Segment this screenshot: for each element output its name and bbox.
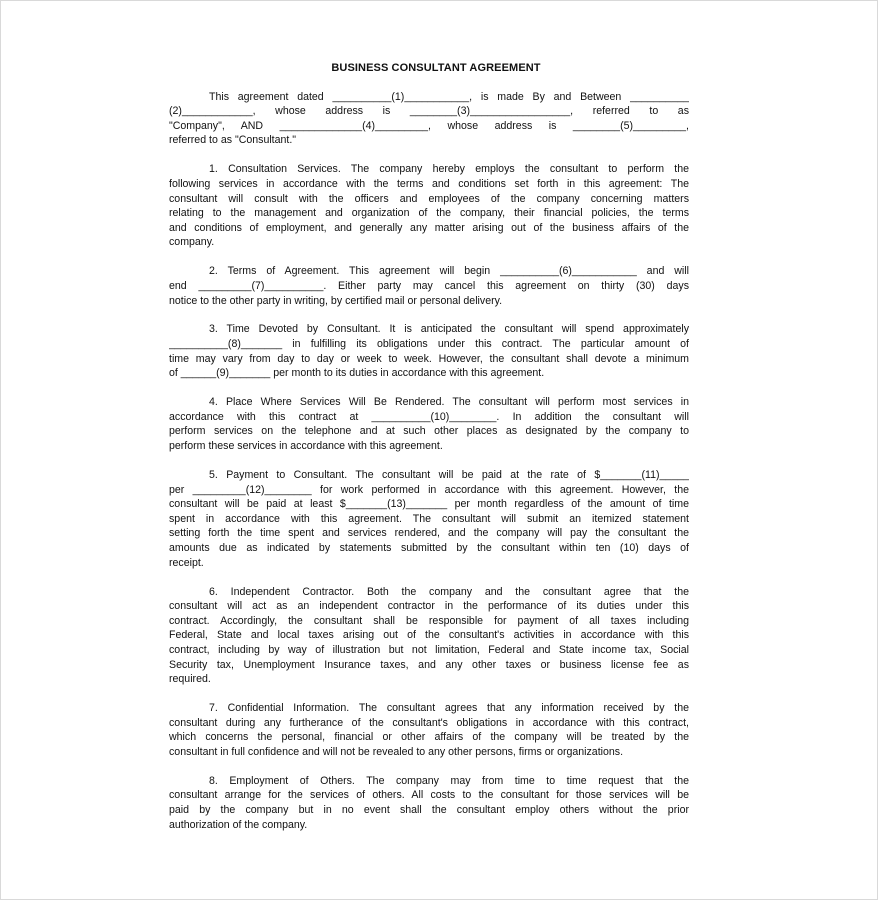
paragraph-line: which concerns the personal, financial or other affairs of the company will be treated by the xyxy=(169,731,689,744)
paragraph-line: 6. Independent Contractor. Both the company and the consultant agree that the xyxy=(209,585,689,598)
paragraph-line: 7. Confidential Information. The consultant agrees that any information received by the xyxy=(209,702,689,715)
paragraph-section-2 xyxy=(169,264,689,308)
paragraph-line: consultant in full confidence and will not be revealed to any other persons, firms or organizations. xyxy=(169,745,624,758)
paragraph-line: 1. Consultation Services. The company hereby employs the consultant to perform the xyxy=(209,163,689,176)
paragraph-line: accordance with this contract at __________(10)________. In addition the consultant will xyxy=(169,410,689,423)
paragraph-line: consultant will be paid at least $_______(13)_______ per month regardless of the amount of time xyxy=(169,498,689,511)
paragraph-line: amounts due as indicated by statements submitted by the consultant within ten (10) days of xyxy=(169,541,689,554)
paragraph-line: relating to the management and organization of the company, their financial policies, the terms xyxy=(169,207,689,220)
document-title: BUSINESS CONSULTANT AGREEMENT xyxy=(331,62,541,74)
paragraph-line: of ______(9)_______ per month to its duties in accordance with this agreement. xyxy=(169,367,545,380)
paragraph-line: "Company", AND ______________(4)_________, whose address is ________(5)_________, xyxy=(169,119,689,132)
paragraph-line: setting forth the time spent and services rendered, and the company will pay the consultant the xyxy=(169,527,689,540)
paragraph-line: consultant arrange for the services of others. All costs to the consultant for those services will be xyxy=(169,789,689,802)
paragraph-line: 2. Terms of Agreement. This agreement will begin __________(6)___________ and will xyxy=(209,265,689,278)
paragraph-line: Security tax, Unemployment Insurance taxes, and any other taxes or business license fee as xyxy=(169,658,689,671)
paragraph-line: notice to the other party in writing, by certified mail or personal delivery. xyxy=(169,294,503,307)
paragraph-preamble xyxy=(169,90,689,148)
paragraph-section-7 xyxy=(169,701,689,759)
paragraph-line: contract, including by way of illustration but not limitation, Federal and State income tax, Social xyxy=(169,643,689,656)
paragraph-line: and conditions of employment, and generally any matter arising out of the business affairs of the xyxy=(169,221,689,234)
paragraph-line: authorization of the company. xyxy=(169,818,308,831)
paragraph-line: (2)____________, whose address is ________(3)_________________, referred to as xyxy=(169,105,689,118)
paragraph-line: perform these services in accordance with this agreement. xyxy=(169,440,443,453)
paragraph-section-6 xyxy=(169,585,689,687)
paragraph-line: end _________(7)__________. Either party may cancel this agreement on thirty (30) days xyxy=(169,279,689,292)
paragraph-line: company. xyxy=(169,236,215,249)
paragraph-line: consultant will consult with the officers and employees of the company concerning matters xyxy=(169,192,689,205)
agreement-document xyxy=(169,61,689,832)
paragraph-section-1 xyxy=(169,162,689,250)
paragraph-line: time may vary from day to day or week to week. However, the consultant shall devote a minimum xyxy=(169,352,689,365)
paragraph-line: receipt. xyxy=(169,556,204,569)
paragraph-line: consultant will act as an independent contractor in the performance of its duties under this xyxy=(169,600,689,613)
paragraph-section-3 xyxy=(169,322,689,380)
document-body xyxy=(169,90,689,833)
paragraph-line: perform services on the telephone and at such other places as designated by the company to xyxy=(169,425,689,438)
paragraph-line: 5. Payment to Consultant. The consultant will be paid at the rate of $_______(11)_____ xyxy=(209,469,689,482)
paragraph-line: referred to as "Consultant." xyxy=(169,134,297,147)
paragraph-line: __________(8)_______ in fulfilling its obligations under this contract. The particular amount of xyxy=(169,338,689,351)
paragraph-line: 4. Place Where Services Will Be Rendered. The consultant will perform most services in xyxy=(209,396,689,409)
paragraph-line: contract. Accordingly, the consultant shall be responsible for payment of all taxes including xyxy=(169,614,689,627)
paragraph-line: Federal, State and local taxes arising out of the consultant's activities in accordance with this xyxy=(169,629,689,642)
paragraph-section-4 xyxy=(169,395,689,453)
paragraph-line: 3. Time Devoted by Consultant. It is anticipated the consultant will spend approximately xyxy=(209,323,689,336)
paragraph-section-8 xyxy=(169,774,689,832)
paragraph-line: paid by the company but in no event shall the consultant employ others without the prior xyxy=(169,804,689,817)
paragraph-line: This agreement dated __________(1)___________, is made By and Between __________ xyxy=(209,90,689,103)
paragraph-line: following services in accordance with the terms and conditions set forth in this agreement: The xyxy=(169,177,689,190)
paragraph-line: per _________(12)________ for work performed in accordance with this agreement. However, the xyxy=(169,483,689,496)
paragraph-line: required. xyxy=(169,673,211,686)
paragraph-line: spent in accordance with this agreement. The consultant will submit an itemized statement xyxy=(169,512,689,525)
paragraph-line: 8. Employment of Others. The company may from time to time request that the xyxy=(209,774,689,787)
paragraph-section-5 xyxy=(169,468,689,570)
paragraph-line: consultant during any furtherance of the consultant's obligations in accordance with this contract, xyxy=(169,716,689,729)
